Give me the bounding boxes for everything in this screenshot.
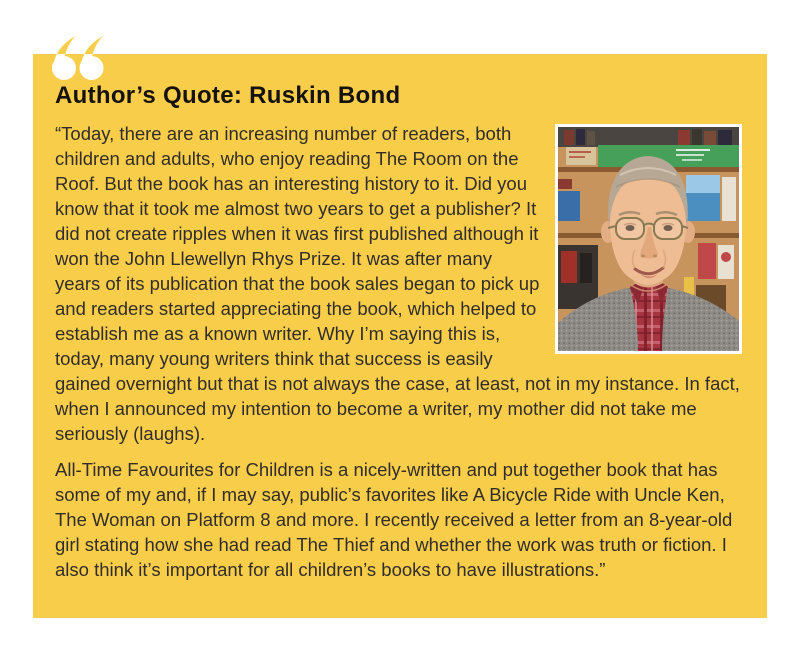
author-photo — [555, 124, 742, 354]
quote-paragraph-2: All-Time Favourites for Children is a nicely-written and put together book that has some of my and, if I may say, public’s favorites like A Bicycle Ride with Uncle Ken, The Woman on Platform 8 and more. I recently received a letter from an 8-year-old girl stating how she had read The Thief and whether the work was truth or fiction. I also think it’s important for all children’s books to have illustrations.” — [55, 459, 733, 580]
ruskin-bond-photo-illustration — [558, 127, 739, 351]
quote-card — [33, 54, 767, 618]
quote-paragraph-1: “Today, there are an increasing number of readers, both children and adults, who enjoy reading The Room on the Roof. But the book has an interesting history to it. Did you know that it took me almost two years to get a publisher? It did not create ripples when it was first published although it won the John Llewellyn Rhys Prize. It was after many years of its publication that the book sales began to pick up and readers started appreciating the book, which helped to establish me as a known writer. Why I’m saying this is, today, many young writers think that success is easily gained overnight but that is not always the case, at least, not in my instance. In fact, when I announced my intention to become a writer, my mother did not take me seriously (laughs). — [55, 123, 740, 444]
quote-body — [55, 121, 742, 582]
page-title: Author’s Quote: Ruskin Bond — [55, 82, 401, 109]
opening-quotes-icon — [52, 35, 104, 81]
